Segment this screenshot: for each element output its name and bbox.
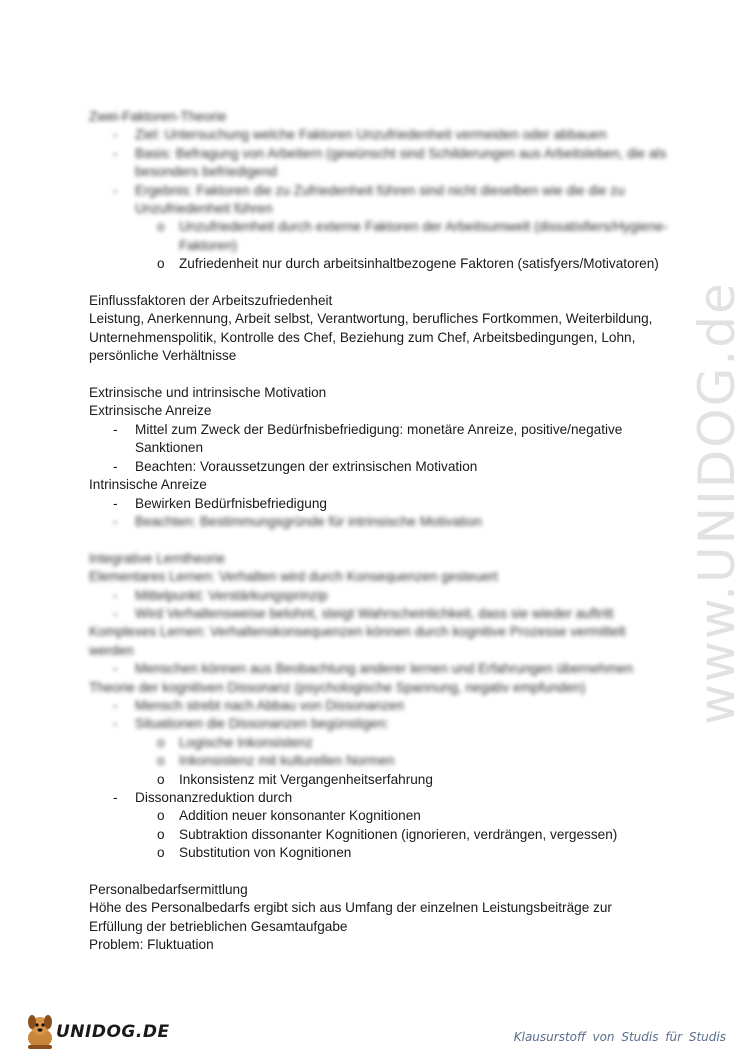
- section-heading: Einflussfaktoren der Arbeitszufriedenheit: [89, 293, 333, 309]
- list-item-text: Beachten: Voraussetzungen der extrinsischen Motivation: [135, 458, 478, 474]
- list-item: [89, 126, 669, 144]
- list-item: [89, 734, 669, 752]
- list-item-text: Inkonsistenz mit kulturellen Normen: [179, 753, 395, 769]
- list-item-text: Wird Verhaltensweise belohnt, steigt Wahrscheinlichkeit, dass sie wieder auftritt: [135, 605, 614, 621]
- list-item-text: Subtraktion dissonanter Kognitionen (ignorieren, verdrängen, vergessen): [179, 826, 618, 842]
- circle-bullet: o: [157, 219, 165, 235]
- section-heading: Extrinsische und intrinsische Motivation: [89, 385, 327, 401]
- unidog-logo: [20, 1012, 180, 1052]
- circle-bullet: o: [157, 808, 165, 824]
- text-line: Theorie der kognitiven Dissonanz (psychologische Spannung, negativ empfunden): [89, 679, 586, 695]
- dog-mascot-icon: [20, 1012, 60, 1052]
- list-item: [89, 182, 669, 219]
- list-item-text: Mittel zum Zweck der Bedürfnisbefriedigung: monetäre Anreize, positive/negative Sanktionen: [135, 421, 623, 456]
- list-item-text: Substitution von Kognitionen: [179, 845, 352, 861]
- list-item: [89, 715, 669, 733]
- dash-bullet: -: [113, 145, 118, 161]
- paragraph: Problem: Fluktuation: [89, 937, 214, 953]
- list-item: [89, 513, 669, 531]
- circle-bullet: o: [157, 734, 165, 750]
- list-item: [89, 789, 669, 807]
- watermark: www.UNIDOG.de: [688, 281, 746, 725]
- circle-bullet: o: [157, 771, 165, 787]
- list-item: [89, 458, 669, 476]
- document-body: [89, 108, 669, 955]
- list-item: [89, 697, 669, 715]
- dash-bullet: -: [113, 605, 118, 621]
- list-item-text: Ziel: Untersuchung welche Faktoren Unzufriedenheit vermeiden oder abbauen: [135, 127, 607, 143]
- section-heading: Integrative Lerntheorie: [89, 550, 226, 566]
- list-item-text: Menschen können aus Beobachtung anderer lernen und Erfahrungen übernehmen: [135, 661, 634, 677]
- list-item-text: Mittelpunkt: Verstärkungsprinzip: [135, 587, 328, 603]
- list-item: [89, 495, 669, 513]
- list-item: [89, 421, 669, 458]
- text-line: Elementares Lernen: Verhalten wird durch Konsequenzen gesteuert: [89, 569, 498, 585]
- list-item: [89, 807, 669, 825]
- list-item: [89, 587, 669, 605]
- dash-bullet: -: [113, 421, 118, 437]
- list-item: [89, 752, 669, 770]
- text-line: Komplexes Lernen: Verhaltenskonsequenzen können durch kognitive Prozesse vermittelt werden: [89, 624, 626, 658]
- list-item: [89, 145, 669, 182]
- list-item-text: Dissonanzreduktion durch: [135, 789, 293, 805]
- paragraph: Höhe des Personalbedarfs ergibt sich aus Umfang der einzelnen Leistungsbeiträge zur Erfüllung der betrieblichen Gesamtaufgabe: [89, 900, 612, 934]
- section-heading: Personalbedarfsermittlung: [89, 882, 248, 897]
- dash-bullet: -: [113, 513, 118, 529]
- list-item-text: Basis: Befragung von Arbeitern (gewünscht sind Schilderungen aus Arbeitsleben, die als besonders befriedigend: [135, 145, 667, 180]
- dash-bullet: -: [113, 697, 118, 713]
- list-item-text: Unzufriedenheit durch externe Faktoren der Arbeitsumwelt (dissatisfiers/Hygiene-Faktoren): [179, 219, 668, 253]
- list-item-text: Bewirken Bedürfnisbefriedigung: [135, 495, 327, 511]
- dash-bullet: -: [113, 716, 118, 732]
- list-item-text: Beachten: Bestimmungsgründe für intrinsische Motivation: [135, 513, 482, 529]
- subheading: Extrinsische Anreize: [89, 403, 212, 419]
- dash-bullet: -: [113, 182, 118, 198]
- list-item-text: Mensch strebt nach Abbau von Dissonanzen: [135, 697, 405, 713]
- footer-tagline: Klausurstoff von Studis für Studis: [513, 1030, 726, 1044]
- dash-bullet: -: [113, 127, 118, 143]
- circle-bullet: o: [157, 753, 165, 769]
- logo-text: UNIDOG.DE: [56, 1022, 170, 1042]
- dash-bullet: -: [113, 458, 118, 474]
- circle-bullet: o: [157, 826, 165, 842]
- list-item: [89, 844, 669, 862]
- list-item: [89, 255, 669, 273]
- section-heading: Zwei-Faktoren-Theorie: [89, 109, 227, 124]
- dash-bullet: -: [113, 495, 118, 511]
- dash-bullet: -: [113, 789, 118, 805]
- dash-bullet: -: [113, 587, 118, 603]
- circle-bullet: o: [157, 256, 165, 272]
- subheading: Intrinsische Anreize: [89, 477, 207, 493]
- list-item: [89, 771, 669, 789]
- list-item-text: Inkonsistenz mit Vergangenheitserfahrung: [179, 771, 433, 787]
- list-item: [89, 660, 669, 678]
- list-item: [89, 826, 669, 844]
- circle-bullet: o: [157, 845, 165, 861]
- list-item-text: Ergebnis: Faktoren die zu Zufriedenheit führen sind nicht dieselben wie die die zu Unzufriedenheit führen: [135, 182, 625, 217]
- paragraph: Leistung, Anerkennung, Arbeit selbst, Verantwortung, berufliches Fortkommen, Weiterbildung, Unternehmenspolitik, Kontrolle des Chef, Beziehung zum Chef, Arbeitsbedingungen, Lohn, persönliche Verhältnisse: [89, 311, 653, 364]
- list-item-text: Logische Inkonsistenz: [179, 734, 313, 750]
- dash-bullet: -: [113, 661, 118, 677]
- list-item-text: Addition neuer konsonanter Kognitionen: [179, 808, 421, 824]
- list-item-text: Zufriedenheit nur durch arbeitsinhaltbezogene Faktoren (satisfyers/Motivatoren): [179, 256, 659, 272]
- list-item: [89, 218, 669, 255]
- list-item: [89, 605, 669, 623]
- list-item-text: Situationen die Dissonanzen begünstigen:: [135, 716, 389, 732]
